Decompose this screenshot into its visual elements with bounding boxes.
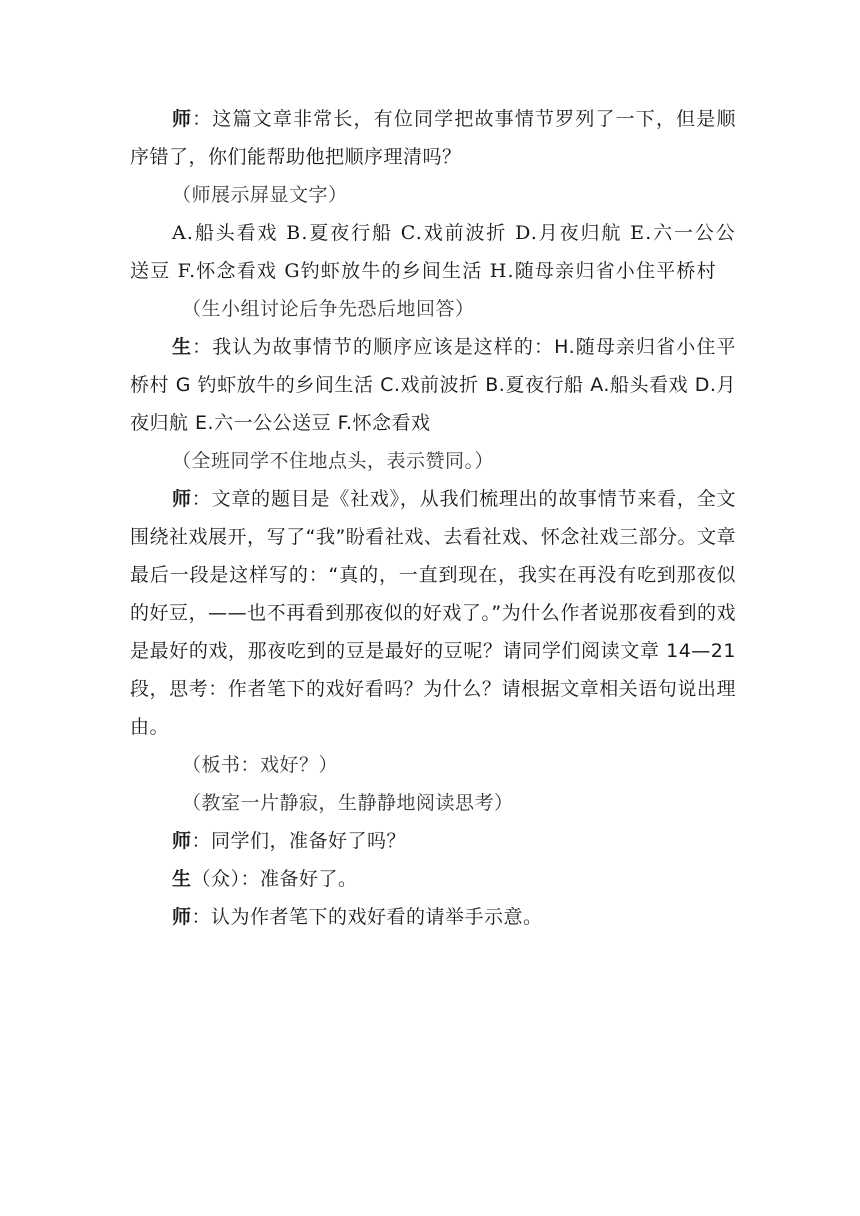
paragraph-text: （板书：戏好？） bbox=[182, 754, 339, 776]
speaker-separator: （众）： bbox=[191, 868, 261, 890]
speaker-label: 师 bbox=[172, 906, 192, 928]
paragraph-teacher-2 bbox=[130, 480, 736, 746]
speaker-label: 生 bbox=[172, 336, 193, 358]
speaker-separator: ： bbox=[192, 108, 213, 130]
speaker-separator: ： bbox=[191, 830, 212, 852]
document-page bbox=[130, 100, 736, 936]
speaker-separator: ： bbox=[191, 906, 212, 928]
paragraph-student-2 bbox=[130, 860, 736, 898]
stage-direction bbox=[130, 176, 736, 214]
paragraph-text: （全班同学不住地点头，表示赞同。） bbox=[172, 450, 495, 472]
speaker-separator: ： bbox=[192, 336, 213, 358]
paragraph-text: 文章的题目是《社戏》，从我们梳理出的故事情节来看，全文围绕社戏展开，写了“我”盼看社戏、去看社戏、怀念社戏三部分。文章最后一段是这样写的：“真的，一直到现在，我实在再没有吃到那夜似的好豆，——也不再看到那夜似的好戏了。”为什么作者说那夜看到的戏是最好的戏，那夜吃到的豆是最好的豆呢？请同学们阅读文章 14—21 段，思考：作者笔下的戏好看吗？为什么？请根据文章相关语句说出理由。 bbox=[130, 488, 736, 738]
paragraph-teacher-1 bbox=[130, 100, 736, 176]
speaker-label: 师 bbox=[172, 830, 192, 852]
speaker-separator: ： bbox=[191, 488, 212, 510]
paragraph-text: 我认为故事情节的顺序应该是这样的：H.随母亲归省小住平桥村 G 钓虾放牛的乡间生活 C.戏前波折 B.夏夜行船 A.船头看戏 D.月夜归航 E.六一公公送豆 F.怀念看戏 bbox=[130, 336, 736, 434]
paragraph-student-1 bbox=[130, 328, 736, 442]
paragraph-text: （教室一片静寂，生静静地阅读思考） bbox=[182, 792, 514, 814]
paragraph-teacher-3 bbox=[130, 822, 736, 860]
board-note bbox=[130, 746, 736, 784]
stage-direction bbox=[130, 442, 736, 480]
speaker-label: 师 bbox=[172, 108, 193, 130]
paragraph-text: A.船头看戏 B.夏夜行船 C.戏前波折 D.月夜归航 E.六一公公送豆 F.怀念看戏 G钓虾放牛的乡间生活 H.随母亲归省小住平桥村 bbox=[130, 222, 736, 282]
paragraph-text: 认为作者笔下的戏好看的请举手示意。 bbox=[211, 906, 543, 928]
plot-list bbox=[130, 214, 736, 290]
stage-direction bbox=[130, 784, 736, 822]
paragraph-text: 这篇文章非常长，有位同学把故事情节罗列了一下，但是顺序错了，你们能帮助他把顺序理清吗？ bbox=[130, 108, 736, 168]
paragraph-text: 准备好了。 bbox=[260, 868, 358, 890]
paragraph-text: （生小组讨论后争先恐后地回答） bbox=[182, 298, 475, 320]
paragraph-teacher-4 bbox=[130, 898, 736, 936]
paragraph-text: 同学们，准备好了吗？ bbox=[211, 830, 407, 852]
speaker-label: 生 bbox=[172, 868, 192, 890]
stage-direction bbox=[130, 290, 736, 328]
paragraph-text: （师展示屏显文字） bbox=[172, 184, 348, 206]
speaker-label: 师 bbox=[172, 488, 192, 510]
